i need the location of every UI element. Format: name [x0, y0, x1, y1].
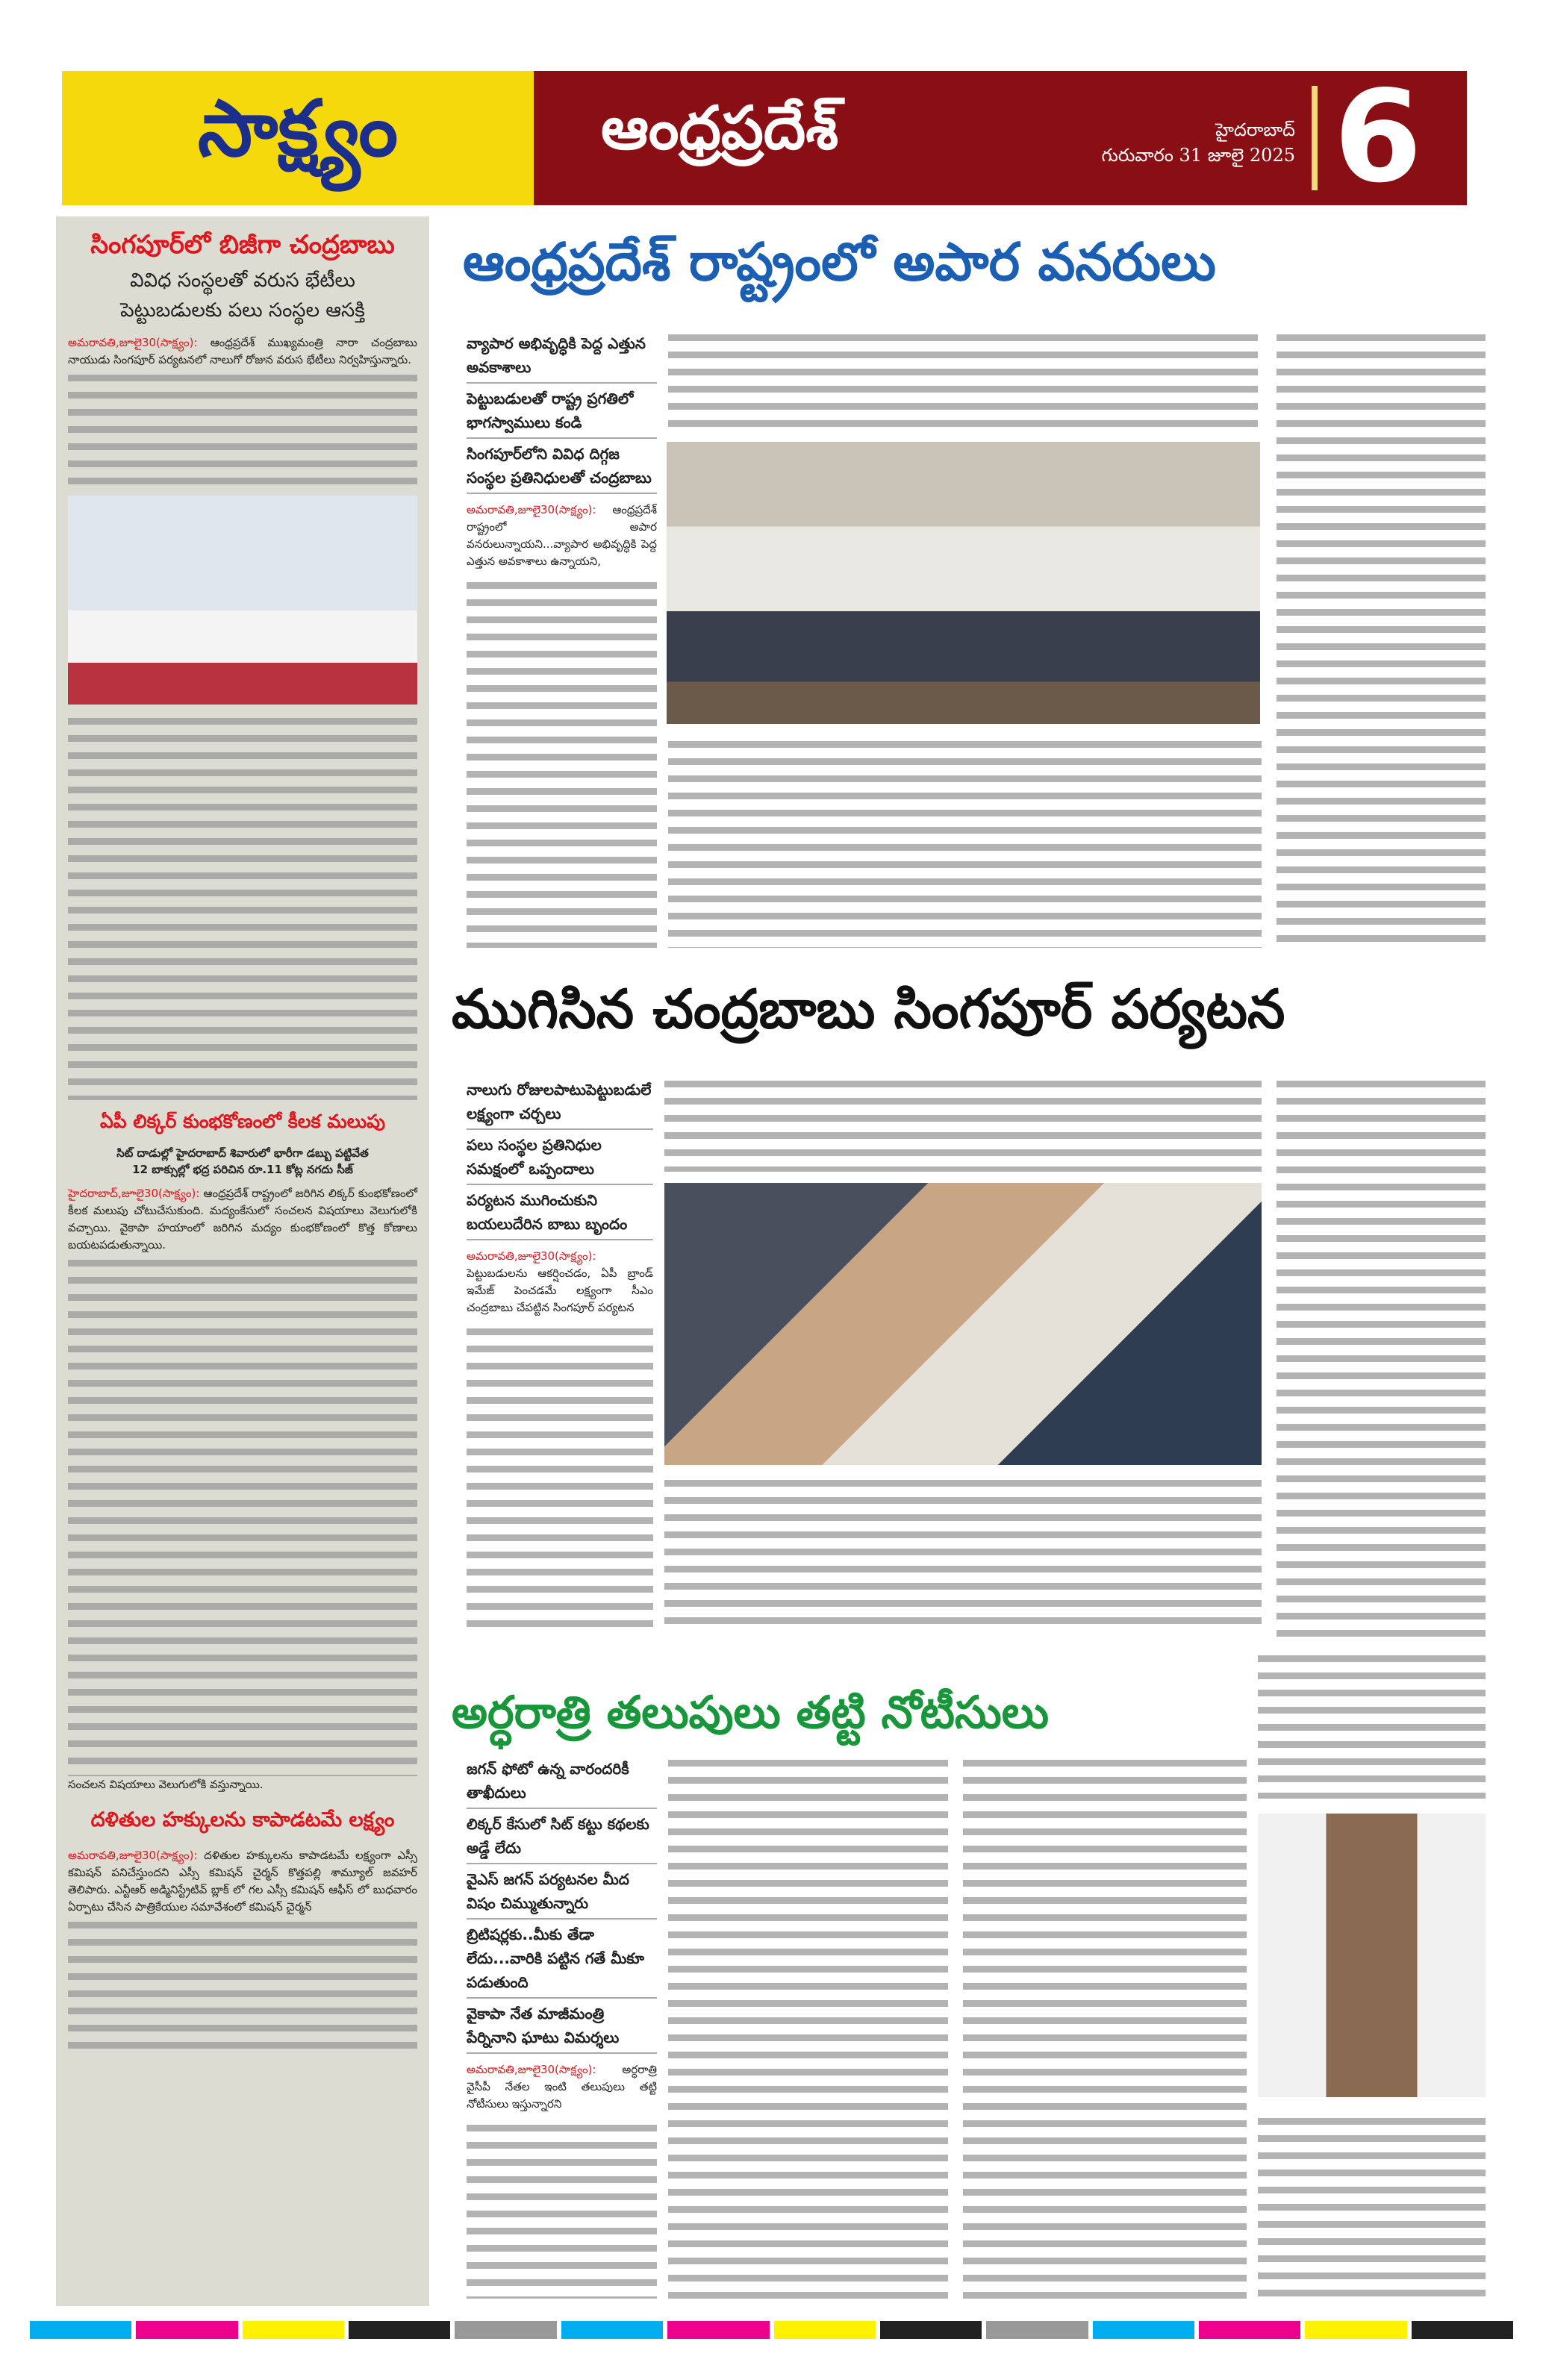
- article-lede: దళితుల హక్కులను కాపాడటమే లక్ష్యంగా ఎస్సీ కమిషన్ పనిచేస్తుందని ఎస్సీ కమిషన్ చైర్మన్ కొత్తపల్లి శామ్యూల్ జవహర్ తెలిపారు. ఎన్టీఆర్ అడ్మినిస్ట్రేటివ్ బ్లాక్ లో గల ఎస్సీ కమిషన్ ఆఫీస్ లో బుధవారం ఏర్పాటు చేసిన పాత్రికేయుల సమావేశంలో కమిషన్ చైర్మన్: [68, 1849, 417, 1914]
- article-text: [1277, 328, 1486, 948]
- subheadline: వైఎస్ జగన్ పర్యటనల మీద విషం చిమ్ముతున్నారు: [467, 1864, 657, 1920]
- left-column: [56, 216, 429, 2306]
- article-text: [467, 2119, 657, 2299]
- subheadline: సింగపూర్‌లోని వివిధ దిగ్గజ సంస్థల ప్రతినిధులతో చంద్రబాబు: [467, 439, 657, 494]
- subheadline: వివిధ సంస్థలతో వరుస భేటీలు: [130, 269, 355, 292]
- article-lede: ఆంధ్రప్రదేశ్ రాష్ట్రంలో జరిగిన లిక్కర్ కుంభకోణంలో కీలక మలుపు చోటుచేసుకుంది. మద్యంకేసులో సంచలన విషయాలు వెలుగులోకి వచ్చాయి. వైకాపా హయాంలో జరిగిన మద్యం కుంభకోణంలో కొత్త కోణాలు బయటపడుతున్నాయి.: [68, 1187, 417, 1252]
- subheadline: పెట్టుబడులకు పలు సంస్థల ఆసక్తి: [120, 299, 365, 322]
- article-text: [664, 1474, 1262, 1627]
- dateline: అమరావతి,జూలై30(సాక్ష్యం):: [467, 503, 596, 516]
- dateline: అమరావతి,జూలై30(సాక్ష్యం):: [467, 1249, 596, 1263]
- story3-side-column: [467, 1754, 657, 2299]
- article-lede: పెట్టుబడులను ఆకర్షించడం, ఏపీ బ్రాండ్ ఇమేజ్ పెంచడమే లక్ష్యంగా సీఎం చంద్రబాబు చేపట్టిన సింగపూర్ పర్యటన: [467, 1266, 653, 1314]
- article-text: [467, 576, 657, 948]
- subheadlines: [467, 328, 657, 494]
- article-text: [963, 1754, 1247, 2299]
- print-color-bar: [0, 2321, 1543, 2339]
- article-text: [467, 1322, 653, 1627]
- subheadline: జగన్ ఫోటో ఉన్న వారందరికీ తాఖీదులు: [467, 1754, 657, 1809]
- article-text: [68, 369, 417, 488]
- headline: దళితుల హక్కులను కాపాడటమే లక్ష్యం: [90, 1808, 395, 1831]
- article-text: [668, 1754, 948, 2299]
- subheadline: బ్రిటిషర్లకు..మీకు తేడా లేదు...వారికి పట్టిన గతే మీకూ పడుతుంది: [467, 1920, 657, 1999]
- dateline: అమరావతి,జూలై30(సాక్ష్యం):: [68, 1849, 198, 1862]
- headline: అర్ధరాత్రి తలుపులు తట్టి నోటీసులు: [452, 1687, 1050, 1739]
- crowd-photo: [664, 1183, 1262, 1465]
- subheadline: పెట్టుబడులతో రాష్ట్ర ప్రగతిలో భాగస్వాములు కండి: [467, 384, 657, 439]
- subheadline: పర్యటన ముగించుకుని బయలుదేరిన బాబు బృందం: [467, 1185, 653, 1240]
- article-text: [668, 328, 1258, 433]
- divider: [1312, 86, 1318, 190]
- date: గురువారం 31 జూలై 2025: [1101, 145, 1295, 166]
- subheadlines: [467, 1075, 653, 1240]
- article-lede: అర్ధరాత్రి వైసీపీ నేతల ఇంటి తలుపులు తట్టి నోటీసులు ఇస్తున్నారని: [467, 2063, 657, 2111]
- subheadlines: [467, 1754, 657, 2054]
- article-text: [1258, 2112, 1486, 2299]
- story2-side-column: [467, 1075, 653, 1627]
- dateline: అమరావతి,జూలై30(సాక్ష్యం):: [467, 2063, 596, 2076]
- subheadline: లిక్కర్ కేసులో సిట్ కట్టు కథలకు అడ్డే లేదు: [467, 1809, 657, 1864]
- article-text: [664, 1075, 1262, 1172]
- dateline: హైదరాబాద్,జూలై30(సాక్ష్యం):: [68, 1187, 200, 1200]
- subheadline: వైకాపా నేత మాజీమంత్రి పేర్నినాని ఘాటు విమర్శలు: [467, 1999, 657, 2054]
- dateline: అమరావతి,జూలై30(సాక్ష్యం):: [68, 336, 198, 349]
- meeting-photo: [667, 442, 1260, 724]
- article-lede: ఆంధ్రప్రదేశ్ ముఖ్యమంత్రి నారా చంద్రబాబు నాయుడు సింగపూర్ పర్యటనలో నాలుగో రోజున వరుస భేటీలు నిర్వహిస్తున్నారు.: [68, 336, 417, 366]
- edition-info: [1102, 117, 1295, 168]
- article-text: [68, 712, 417, 1100]
- speaker-photo: [1258, 1814, 1486, 2097]
- page-number: 6: [1333, 63, 1422, 211]
- headline: సింగపూర్‌లో బిజీగా చంద్రబాబు: [90, 230, 395, 260]
- subheadline: 12 బాక్సుల్లో భద్ర పరిచిన రూ.11 కోట్ల నగదు సీజ్: [132, 1163, 353, 1176]
- article-closing: సంచలన విషయాలు వెలుగులోకి వస్తున్నాయి.: [68, 1778, 264, 1791]
- newspaper-logo: సాక్ష్యం: [62, 71, 534, 205]
- article-text: [1258, 1649, 1486, 1799]
- meeting-photo: [68, 496, 417, 705]
- article-text: [68, 1254, 417, 1776]
- city: హైదరాబాద్: [1215, 119, 1295, 140]
- article-text: [668, 735, 1262, 948]
- article-text: [1277, 1075, 1486, 1642]
- article-lede: ఆంధ్రప్రదేశ్ రాష్ట్రంలో అపార వనరులున్నాయని...వ్యాపార అభివృద్ధికి పెద్ద ఎత్తున అవకాశాలు ఉన్నాయని,: [467, 503, 657, 568]
- article-text: [68, 1916, 417, 2058]
- subheadline: వ్యాపార అభివృద్ధికి పెద్ద ఎత్తున అవకాశాలు: [467, 328, 657, 384]
- headline: ఏపీ లిక్కర్ కుంభకోణంలో కీలక మలుపు: [99, 1111, 386, 1132]
- subheadline: పలు సంస్థల ప్రతినిధుల సమక్షంలో ఒప్పందాలు: [467, 1130, 653, 1185]
- headline: ముగిసిన చంద్రబాబు సింగపూర్ పర్యటన: [452, 978, 1285, 1040]
- section-title: ఆంధ్రప్రదేశ్: [601, 93, 839, 163]
- subheadline: సిట్ దాడుల్లో హైదరాబాద్ శివారులో భారీగా డబ్బు పట్టివేత: [116, 1146, 369, 1160]
- headline: ఆంధ్రప్రదేశ్ రాష్ట్రంలో అపార వనరులు: [463, 231, 1216, 293]
- masthead-band: [534, 63, 1467, 211]
- subheadline: నాలుగు రోజులపాటుపెట్టుబడులే లక్ష్యంగా చర్చలు: [467, 1075, 653, 1130]
- story1-side-column: [467, 328, 657, 948]
